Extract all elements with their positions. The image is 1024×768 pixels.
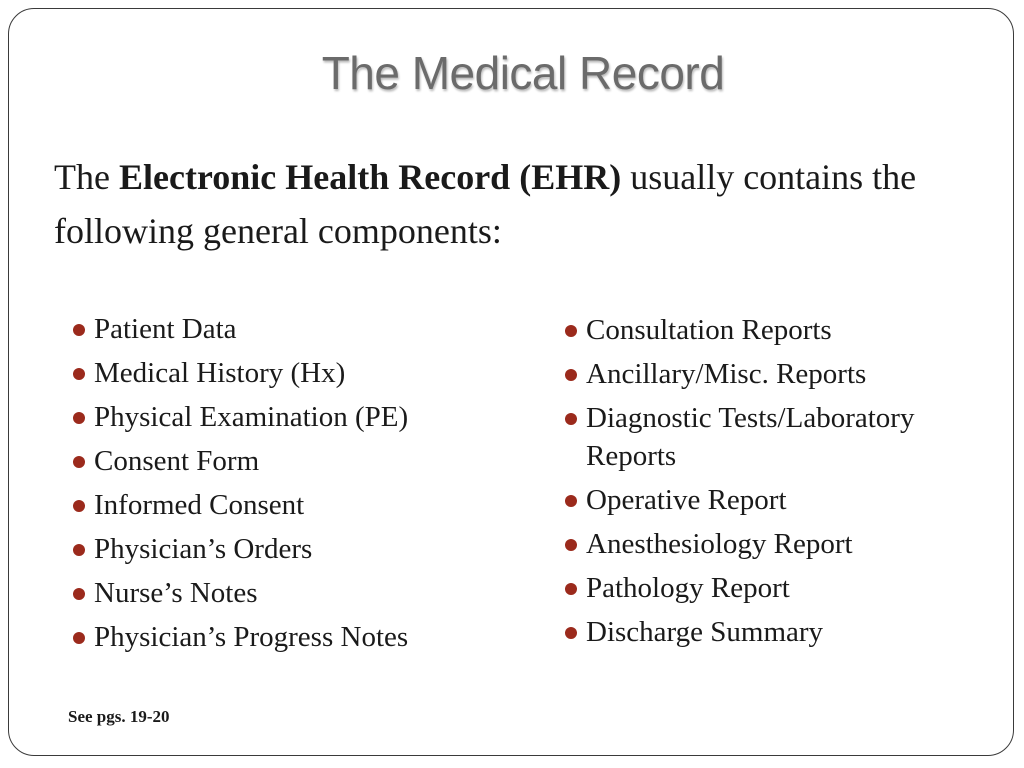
list-item bbox=[564, 399, 1004, 475]
list-item-label: Anesthesiology Report bbox=[586, 528, 853, 560]
list-item-label: Patient Data bbox=[94, 313, 237, 345]
list-item bbox=[72, 574, 512, 612]
list-item bbox=[564, 355, 1004, 393]
bullet-icon bbox=[565, 369, 577, 381]
list-item-label: Diagnostic Tests/Laboratory Reports bbox=[586, 402, 915, 472]
list-item-label: Discharge Summary bbox=[586, 616, 824, 648]
intro-suffix: usually contains the following general components: bbox=[54, 157, 917, 251]
component-list-left bbox=[72, 310, 512, 662]
list-item bbox=[72, 310, 512, 348]
list-item-label: Consultation Reports bbox=[586, 314, 832, 346]
bullet-icon bbox=[565, 413, 577, 425]
list-item-label: Consent Form bbox=[94, 445, 260, 477]
list-item-label: Pathology Report bbox=[586, 572, 790, 604]
list-item-label: Operative Report bbox=[586, 484, 787, 516]
list-item bbox=[72, 486, 512, 524]
list-item-label: Nurse’s Notes bbox=[94, 577, 258, 609]
slide-title: The Medical Record bbox=[321, 47, 725, 99]
bullet-icon bbox=[73, 412, 85, 424]
list-item bbox=[564, 481, 1004, 519]
list-item bbox=[72, 354, 512, 392]
bullet-icon bbox=[565, 325, 577, 337]
bullet-icon bbox=[73, 588, 85, 600]
list-item bbox=[564, 311, 1004, 349]
list-item bbox=[72, 530, 512, 568]
bullet-icon bbox=[73, 544, 85, 556]
list-item bbox=[564, 613, 1004, 651]
list-item-label: Medical History (Hx) bbox=[94, 357, 346, 389]
page-reference-note: See pgs. 19-20 bbox=[68, 707, 170, 726]
list-item bbox=[564, 525, 1004, 563]
list-item-label: Physical Examination (PE) bbox=[94, 401, 409, 433]
bullet-icon bbox=[565, 539, 577, 551]
list-item bbox=[72, 398, 512, 436]
bullet-icon bbox=[565, 627, 577, 639]
bullet-icon bbox=[565, 583, 577, 595]
bullet-icon bbox=[73, 368, 85, 380]
component-list-right bbox=[564, 311, 1004, 657]
list-item-label: Physician’s Progress Notes bbox=[94, 621, 409, 653]
intro-paragraph bbox=[54, 150, 954, 258]
bullet-icon bbox=[73, 500, 85, 512]
bullet-icon bbox=[565, 495, 577, 507]
bullet-icon bbox=[73, 456, 85, 468]
bullet-icon bbox=[73, 632, 85, 644]
list-item bbox=[72, 442, 512, 480]
intro-ehr-term: Electronic Health Record (EHR) bbox=[118, 157, 622, 197]
intro-prefix: The bbox=[54, 157, 119, 197]
list-item-label: Informed Consent bbox=[94, 489, 305, 521]
list-item bbox=[72, 618, 512, 656]
list-item-label: Physician’s Orders bbox=[94, 533, 313, 565]
list-item bbox=[564, 569, 1004, 607]
bullet-icon bbox=[73, 324, 85, 336]
list-item-label: Ancillary/Misc. Reports bbox=[586, 358, 867, 390]
